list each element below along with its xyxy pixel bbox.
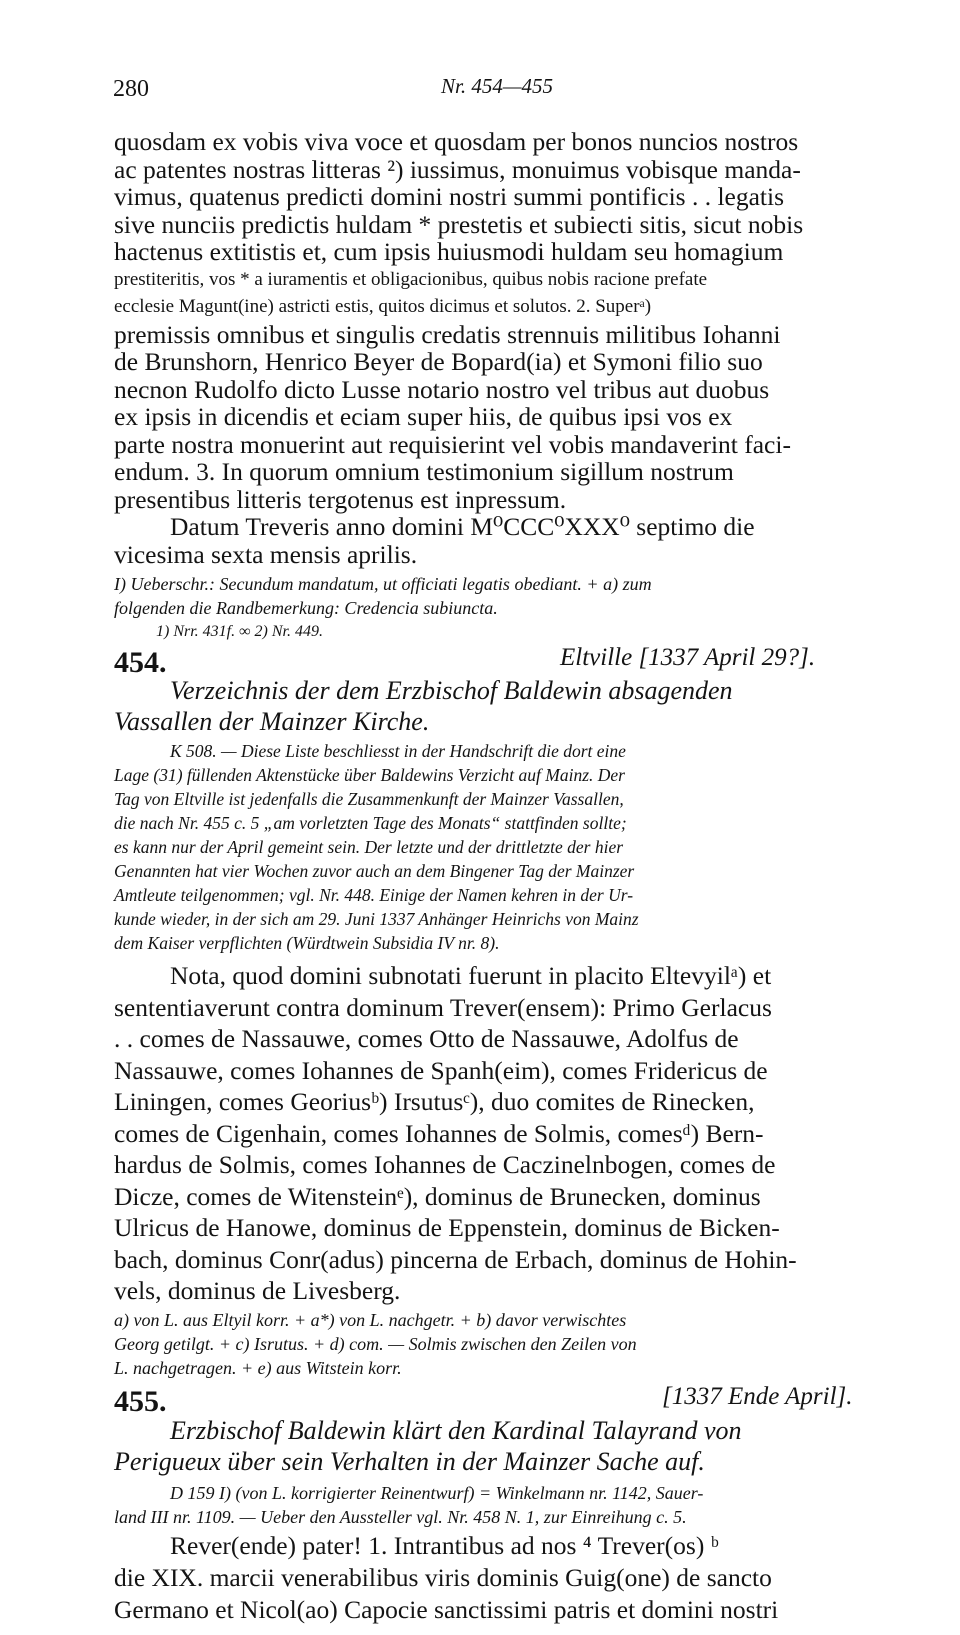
doc-455-text [114, 1530, 904, 1626]
text-line: prestiteritis, vos * a iuramentis et obligacionibus, quibus nobis racione prefate [114, 268, 708, 290]
doc-455-regest [114, 1415, 904, 1477]
footnotes-previous [114, 572, 904, 644]
source-note-line: kunde wieder, in der sich am 29. Juni 1337 Anhänger Heinrichs von Mainz [114, 909, 639, 929]
regest-line: Perigueux über sein Verhalten in der Mainzer Sache auf. [114, 1447, 705, 1476]
source-note-line: die nach Nr. 455 c. 5 „am vorletzten Tage des Monats“ stattfinden sollte; [114, 813, 627, 833]
text-line: endum. 3. In quorum omnium testimonium sigillum nostrum [114, 457, 734, 486]
datum-line: Datum Treveris anno domini M⁰CCC⁰XXX⁰ septimo die [170, 512, 755, 541]
text-line: bach, dominus Conr(adus) pincerna de Erbach, dominus de Hohin- [114, 1244, 797, 1274]
text-line: vimus, quatenus predicti domini nostri summi pontificis . . legatis [114, 182, 785, 211]
footnote-line: folgenden die Randbemerkung: Credencia subiuncta. [114, 598, 498, 618]
text-line: . . comes de Nassauwe, comes Otto de Nassauwe, Adolfus de [114, 1024, 739, 1053]
footnote-line: 1) Nrr. 431f. ∞ 2) Nr. 449. [156, 623, 323, 640]
text-line: hactenus extitistis et, cum ipsis huiusmodi huldam seu homagium [114, 237, 784, 266]
text-line: vels, dominus de Livesberg. [114, 1276, 401, 1305]
text-line: sive nunciis predictis huldam * prestetis et subiecti sitis, sicut nobis [114, 209, 804, 239]
doc-455-source-notes [114, 1481, 904, 1529]
body-text-top [114, 128, 904, 513]
source-note-line: Amtleute teilgenommen; vgl. Nr. 448. Einige der Namen kehren in der Ur- [114, 885, 634, 905]
doc-454-place-date: Eltville [1337 April 29?]. [560, 644, 816, 671]
source-note-line: Lage (31) füllenden Aktenstücke über Baldewins Verzicht auf Mainz. Der [114, 765, 625, 785]
page-number: 280 [113, 76, 149, 102]
text-line: die XIX. marcii venerabilibus viris dominis Guig(one) de sancto [114, 1563, 772, 1592]
text-line: necnon Rudolfo dicto Lusse notario nostro vel tribus aut duobus [114, 374, 770, 404]
doc-454-text [114, 960, 904, 1307]
text-line: quosdam ex vobis viva voce et quosdam per bonos nuncios nostros [114, 127, 799, 156]
source-note-line: D 159 I) (von L. korrigierter Reinentwurf) = Winkelmann nr. 1142, Sauer- [170, 1483, 704, 1503]
text-line: comes de Cigenhain, comes Iohannes de Solmis, comesᵈ) Bern- [114, 1118, 764, 1148]
text-line: Dicze, comes de Witensteinᵉ), dominus de Brunecken, dominus [114, 1181, 761, 1211]
doc-455-number: 455. [114, 1385, 167, 1418]
source-note-line: es kann nur der April gemeint sein. Der letzte und der drittletzte der hier [114, 837, 624, 857]
regest-line: Vassallen der Mainzer Kirche. [114, 707, 430, 736]
doc-454-footnotes [114, 1308, 904, 1380]
source-note-line: K 508. — Diese Liste beschliesst in der Handschrift die dort eine [170, 741, 626, 761]
text-line: Rever(ende) pater! 1. Intrantibus ad nos ⁴ Trever(os) ᵇ [170, 1531, 719, 1560]
text-line: ex ipsis in dicendis et eciam super hiis, de quibus ipsi vos ex [114, 402, 733, 431]
text-line: premissis omnibus et singulis credatis strennuis militibus Iohanni [114, 319, 781, 349]
running-header: Nr. 454—455 [441, 74, 554, 98]
datum-block [114, 513, 904, 568]
regest-line: Erzbischof Baldewin klärt den Kardinal Talayrand von [170, 1416, 742, 1445]
text-line: parte nostra monuerint aut requisierint vel vobis mandaverint faci- [114, 429, 791, 459]
footnote-line: a) von L. aus Eltyil korr. + a*) von L. nachgetr. + b) davor verwischtes [114, 1310, 627, 1330]
source-note-line: Tag von Eltville ist jedenfalls die Zusammenkunft der Mainzer Vassallen, [114, 789, 624, 809]
text-line: hardus de Solmis, comes Iohannes de Caczinelnbogen, comes de [114, 1150, 776, 1179]
datum-line: vicesima sexta mensis aprilis. [114, 539, 418, 569]
text-line: presentibus litteris tergotenus est inpressum. [114, 484, 567, 514]
text-line: ecclesie Magunt(ine) astricti estis, quitos dicimus et solutos. 2. Superᵃ) [114, 296, 652, 317]
text-line: de Brunshorn, Henrico Beyer de Bopard(ia) et Symoni filio suo [114, 347, 763, 376]
source-note-line: Genannten hat vier Wochen zuvor auch an dem Bingener Tag der Mainzer [114, 861, 635, 881]
text-line: Liningen, comes Georiusᵇ) Irsutusᶜ), duo comites de Rinecken, [114, 1087, 755, 1116]
source-note-line: land III nr. 1109. — Ueber den Aussteller vgl. Nr. 458 N. 1, zur Einreihung c. 5. [114, 1507, 687, 1527]
doc-454-number: 454. [114, 646, 167, 679]
doc-454-regest [114, 675, 904, 737]
source-note-line: dem Kaiser verpflichten (Würdtwein Subsidia IV nr. 8). [114, 933, 500, 953]
text-line: Nassauwe, comes Iohannes de Spanh(eim), comes Fridericus de [114, 1055, 768, 1085]
doc-455-date: [1337 Ende April]. [662, 1383, 853, 1410]
text-line: Nota, quod domini subnotati fuerunt in placito Eltevyilᵃ) et [170, 961, 772, 990]
text-line: ac patentes nostras litteras ²) iussimus, monuimus vobisque manda- [114, 154, 801, 184]
text-line: Germano et Nicol(ao) Capocie sanctissimi patris et domini nostri [114, 1595, 779, 1624]
footnote-line: I) Ueberschr.: Secundum mandatum, ut officiati legatis obediant. + a) zum [114, 574, 652, 594]
footnote-line: Georg getilgt. + c) Isrutus. + d) com. — Solmis zwischen den Zeilen von [114, 1334, 637, 1354]
text-line: Ulricus de Hanowe, dominus de Eppenstein, dominus de Bicken- [114, 1213, 780, 1242]
footnote-line: L. nachgetragen. + e) aus Witstein korr. [114, 1358, 402, 1378]
regest-line: Verzeichnis der dem Erzbischof Baldewin absagenden [170, 676, 733, 705]
doc-454-source-notes [114, 739, 904, 955]
text-line: sententiaverunt contra dominum Trever(ensem): Primo Gerlacus [114, 992, 772, 1022]
